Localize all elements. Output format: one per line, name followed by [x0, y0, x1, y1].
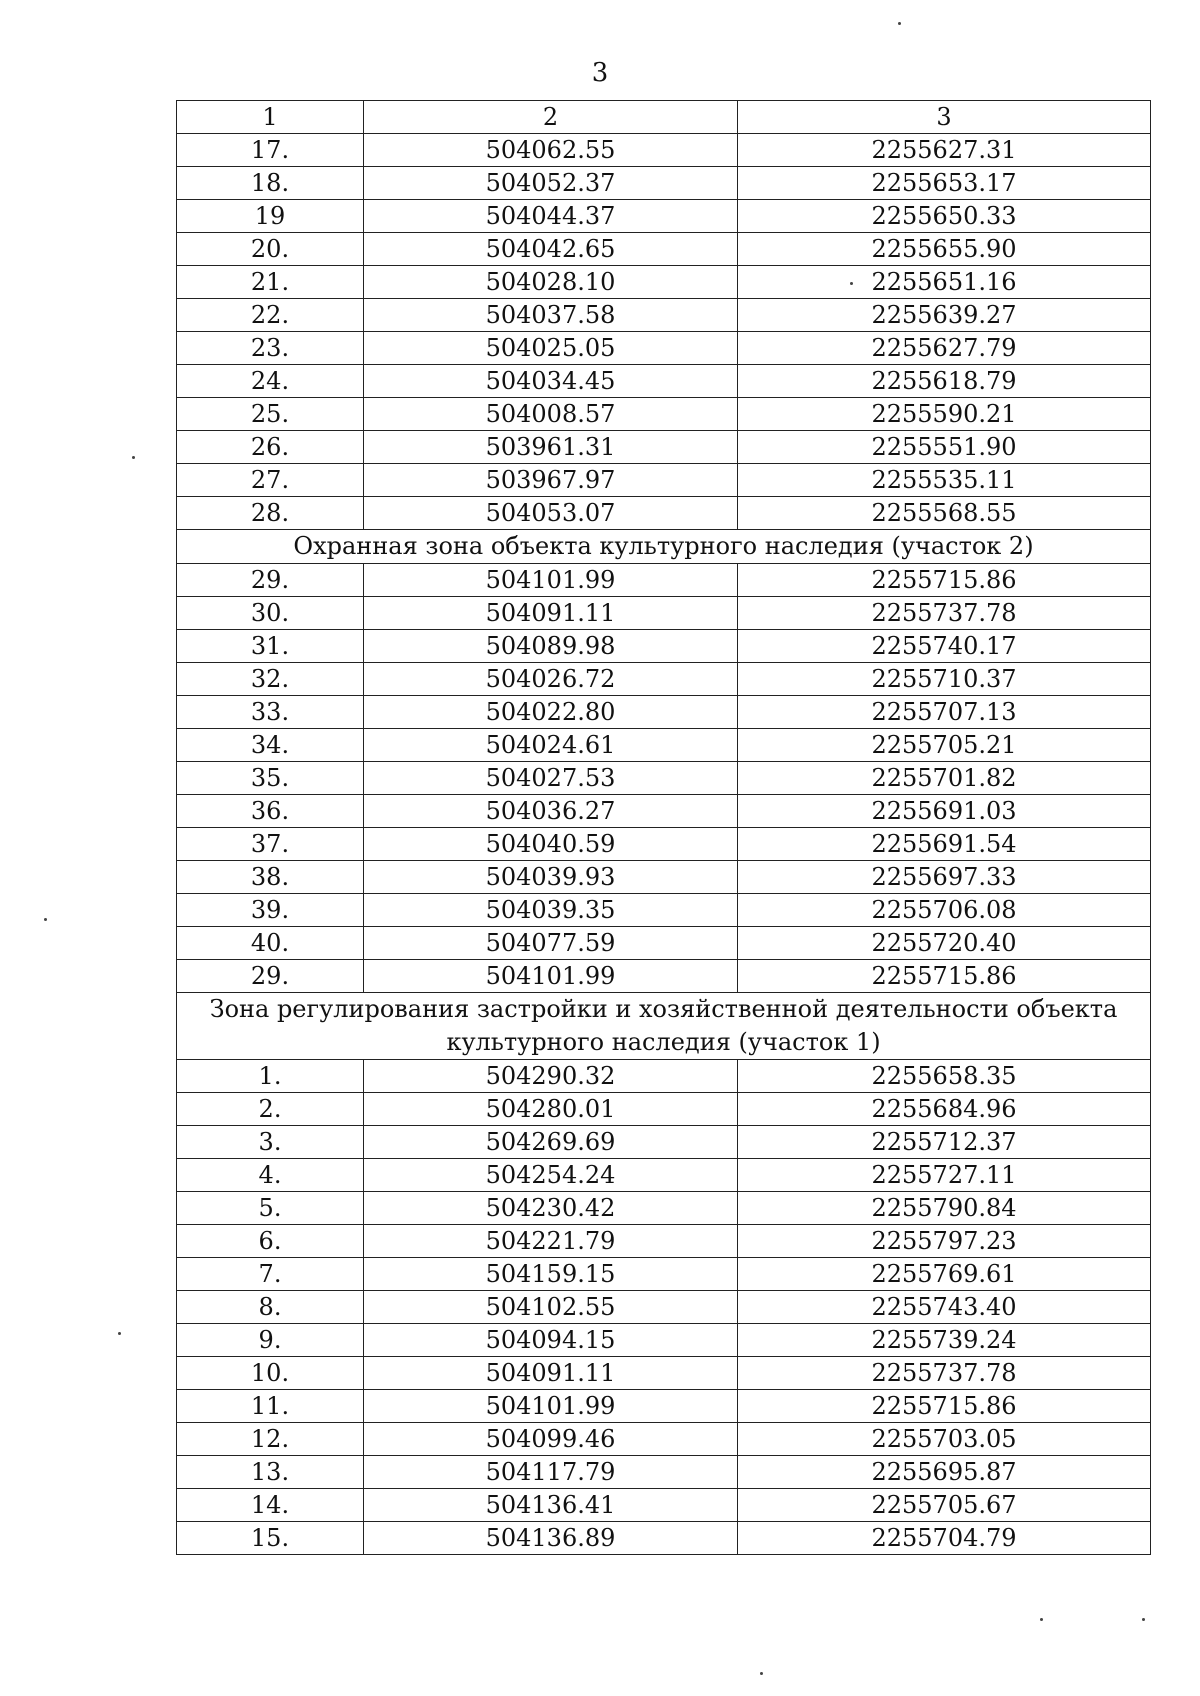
- cell-point-number: 20.: [177, 233, 364, 266]
- table-row: [177, 1324, 1151, 1357]
- cell-x-coordinate: 504159.15: [364, 1258, 738, 1291]
- cell-x-coordinate: 504091.11: [364, 1357, 738, 1390]
- cell-x-coordinate: 504039.93: [364, 861, 738, 894]
- cell-x-coordinate: 504026.72: [364, 663, 738, 696]
- page-number: 3: [591, 58, 609, 88]
- cell-x-coordinate: 504052.37: [364, 167, 738, 200]
- cell-x-coordinate: 503967.97: [364, 464, 738, 497]
- cell-point-number: 31.: [177, 630, 364, 663]
- cell-y-coordinate: 2255715.86: [738, 564, 1151, 597]
- cell-point-number: 23.: [177, 332, 364, 365]
- cell-x-coordinate: 504290.32: [364, 1060, 738, 1093]
- cell-point-number: 32.: [177, 663, 364, 696]
- cell-point-number: 15.: [177, 1522, 364, 1555]
- cell-y-coordinate: 2255727.11: [738, 1159, 1151, 1192]
- cell-y-coordinate: 2255769.61: [738, 1258, 1151, 1291]
- cell-y-coordinate: 2255712.37: [738, 1126, 1151, 1159]
- cell-x-coordinate: 504062.55: [364, 134, 738, 167]
- table-row: [177, 762, 1151, 795]
- cell-x-coordinate: 504101.99: [364, 960, 738, 993]
- cell-point-number: 40.: [177, 927, 364, 960]
- cell-y-coordinate: 2255639.27: [738, 299, 1151, 332]
- cell-x-coordinate: 504280.01: [364, 1093, 738, 1126]
- cell-point-number: 28.: [177, 497, 364, 530]
- cell-y-coordinate: 2255720.40: [738, 927, 1151, 960]
- table-row: [177, 1489, 1151, 1522]
- table-row: [177, 1192, 1151, 1225]
- cell-x-coordinate: 504028.10: [364, 266, 738, 299]
- cell-y-coordinate: 2255684.96: [738, 1093, 1151, 1126]
- cell-y-coordinate: 2255715.86: [738, 960, 1151, 993]
- table-row: [177, 167, 1151, 200]
- table-row: [177, 1522, 1151, 1555]
- cell-x-coordinate: 504091.11: [364, 597, 738, 630]
- table-row: [177, 1060, 1151, 1093]
- table-row: [177, 729, 1151, 762]
- table-row: [177, 1456, 1151, 1489]
- cell-x-coordinate: 504099.46: [364, 1423, 738, 1456]
- cell-y-coordinate: 2255737.78: [738, 597, 1151, 630]
- table-row: [177, 795, 1151, 828]
- cell-y-coordinate: 2255655.90: [738, 233, 1151, 266]
- cell-point-number: 29.: [177, 960, 364, 993]
- cell-point-number: 5.: [177, 1192, 364, 1225]
- cell-point-number: 34.: [177, 729, 364, 762]
- cell-x-coordinate: 504008.57: [364, 398, 738, 431]
- cell-y-coordinate: 2255535.11: [738, 464, 1151, 497]
- cell-y-coordinate: 2255695.87: [738, 1456, 1151, 1489]
- header-cell-point: 1: [177, 101, 364, 134]
- cell-x-coordinate: 504136.41: [364, 1489, 738, 1522]
- scan-speck: [898, 22, 901, 25]
- cell-x-coordinate: 504039.35: [364, 894, 738, 927]
- table-row: [177, 497, 1151, 530]
- table-row: [177, 597, 1151, 630]
- cell-x-coordinate: 504042.65: [364, 233, 738, 266]
- header-cell-x: 2: [364, 101, 738, 134]
- cell-y-coordinate: 2255658.35: [738, 1060, 1151, 1093]
- table-row: [177, 398, 1151, 431]
- cell-y-coordinate: 2255701.82: [738, 762, 1151, 795]
- cell-point-number: 24.: [177, 365, 364, 398]
- cell-y-coordinate: 2255627.79: [738, 332, 1151, 365]
- cell-point-number: 4.: [177, 1159, 364, 1192]
- cell-x-coordinate: 504230.42: [364, 1192, 738, 1225]
- table-row: [177, 1423, 1151, 1456]
- cell-y-coordinate: 2255797.23: [738, 1225, 1151, 1258]
- cell-point-number: 35.: [177, 762, 364, 795]
- scan-speck: [118, 1332, 121, 1335]
- cell-x-coordinate: 504094.15: [364, 1324, 738, 1357]
- table-row: [177, 861, 1151, 894]
- cell-point-number: 37.: [177, 828, 364, 861]
- cell-point-number: 2.: [177, 1093, 364, 1126]
- cell-point-number: 3.: [177, 1126, 364, 1159]
- cell-y-coordinate: 2255740.17: [738, 630, 1151, 663]
- cell-point-number: 9.: [177, 1324, 364, 1357]
- cell-y-coordinate: 2255568.55: [738, 497, 1151, 530]
- table-row: [177, 464, 1151, 497]
- cell-point-number: 38.: [177, 861, 364, 894]
- cell-point-number: 25.: [177, 398, 364, 431]
- cell-point-number: 30.: [177, 597, 364, 630]
- cell-point-number: 19: [177, 200, 364, 233]
- table-row: [177, 630, 1151, 663]
- cell-point-number: 36.: [177, 795, 364, 828]
- scan-speck: [760, 1672, 763, 1675]
- cell-y-coordinate: 2255706.08: [738, 894, 1151, 927]
- table-row: [177, 1291, 1151, 1324]
- table-row: [177, 1126, 1151, 1159]
- cell-x-coordinate: 504037.58: [364, 299, 738, 332]
- cell-y-coordinate: 2255691.03: [738, 795, 1151, 828]
- cell-y-coordinate: 2255653.17: [738, 167, 1151, 200]
- cell-y-coordinate: 2255790.84: [738, 1192, 1151, 1225]
- cell-x-coordinate: 504024.61: [364, 729, 738, 762]
- table-row: [177, 696, 1151, 729]
- cell-y-coordinate: 2255618.79: [738, 365, 1151, 398]
- cell-x-coordinate: 504254.24: [364, 1159, 738, 1192]
- section-title-row: [177, 993, 1151, 1060]
- cell-point-number: 10.: [177, 1357, 364, 1390]
- cell-x-coordinate: 504221.79: [364, 1225, 738, 1258]
- cell-x-coordinate: 504034.45: [364, 365, 738, 398]
- table-row: [177, 332, 1151, 365]
- cell-y-coordinate: 2255704.79: [738, 1522, 1151, 1555]
- cell-y-coordinate: 2255650.33: [738, 200, 1151, 233]
- table-row: [177, 299, 1151, 332]
- section-title-row: [177, 530, 1151, 564]
- cell-x-coordinate: 504040.59: [364, 828, 738, 861]
- cell-x-coordinate: 504077.59: [364, 927, 738, 960]
- cell-x-coordinate: 504102.55: [364, 1291, 738, 1324]
- table-row: [177, 134, 1151, 167]
- table-row: [177, 266, 1151, 299]
- cell-point-number: 21.: [177, 266, 364, 299]
- cell-x-coordinate: 503961.31: [364, 431, 738, 464]
- cell-point-number: 12.: [177, 1423, 364, 1456]
- table-row: [177, 431, 1151, 464]
- cell-y-coordinate: 2255710.37: [738, 663, 1151, 696]
- section-title: Охранная зона объекта культурного наследия (участок 2): [177, 530, 1151, 564]
- cell-x-coordinate: 504053.07: [364, 497, 738, 530]
- cell-x-coordinate: 504022.80: [364, 696, 738, 729]
- table-row: [177, 1357, 1151, 1390]
- scan-speck: [1040, 1618, 1043, 1621]
- cell-x-coordinate: 504025.05: [364, 332, 738, 365]
- cell-y-coordinate: 2255551.90: [738, 431, 1151, 464]
- cell-y-coordinate: 2255697.33: [738, 861, 1151, 894]
- table-row: [177, 1093, 1151, 1126]
- cell-x-coordinate: 504101.99: [364, 1390, 738, 1423]
- table-row: [177, 200, 1151, 233]
- cell-point-number: 17.: [177, 134, 364, 167]
- scan-speck: [132, 456, 135, 459]
- cell-x-coordinate: 504269.69: [364, 1126, 738, 1159]
- table-row: [177, 1159, 1151, 1192]
- cell-point-number: 8.: [177, 1291, 364, 1324]
- table-row: [177, 663, 1151, 696]
- cell-y-coordinate: 2255627.31: [738, 134, 1151, 167]
- cell-point-number: 1.: [177, 1060, 364, 1093]
- cell-y-coordinate: 2255651.16: [738, 266, 1151, 299]
- header-cell-y: 3: [738, 101, 1151, 134]
- table-row: [177, 1225, 1151, 1258]
- cell-y-coordinate: 2255705.21: [738, 729, 1151, 762]
- cell-x-coordinate: 504117.79: [364, 1456, 738, 1489]
- coordinates-table: [176, 100, 1151, 1555]
- cell-y-coordinate: 2255739.24: [738, 1324, 1151, 1357]
- table-header-row: [177, 101, 1151, 134]
- table-row: [177, 365, 1151, 398]
- cell-point-number: 39.: [177, 894, 364, 927]
- scan-speck: [1142, 1618, 1145, 1621]
- table-row: [177, 233, 1151, 266]
- cell-point-number: 27.: [177, 464, 364, 497]
- cell-x-coordinate: 504044.37: [364, 200, 738, 233]
- cell-y-coordinate: 2255590.21: [738, 398, 1151, 431]
- cell-y-coordinate: 2255691.54: [738, 828, 1151, 861]
- table-row: [177, 927, 1151, 960]
- cell-point-number: 29.: [177, 564, 364, 597]
- cell-point-number: 6.: [177, 1225, 364, 1258]
- coordinates-table-body: [177, 101, 1151, 1555]
- cell-y-coordinate: 2255715.86: [738, 1390, 1151, 1423]
- cell-x-coordinate: 504089.98: [364, 630, 738, 663]
- cell-point-number: 11.: [177, 1390, 364, 1423]
- cell-point-number: 18.: [177, 167, 364, 200]
- table-row: [177, 1390, 1151, 1423]
- section-title: Зона регулирования застройки и хозяйственной деятельности объекта культурного наследия (участок 1): [177, 993, 1151, 1060]
- table-row: [177, 1258, 1151, 1291]
- cell-y-coordinate: 2255705.67: [738, 1489, 1151, 1522]
- scan-speck: [44, 918, 47, 921]
- table-row: [177, 960, 1151, 993]
- table-row: [177, 828, 1151, 861]
- cell-x-coordinate: 504027.53: [364, 762, 738, 795]
- table-row: [177, 564, 1151, 597]
- cell-y-coordinate: 2255743.40: [738, 1291, 1151, 1324]
- cell-x-coordinate: 504136.89: [364, 1522, 738, 1555]
- cell-y-coordinate: 2255703.05: [738, 1423, 1151, 1456]
- cell-point-number: 33.: [177, 696, 364, 729]
- cell-x-coordinate: 504036.27: [364, 795, 738, 828]
- table-row: [177, 894, 1151, 927]
- cell-y-coordinate: 2255737.78: [738, 1357, 1151, 1390]
- cell-y-coordinate: 2255707.13: [738, 696, 1151, 729]
- cell-point-number: 26.: [177, 431, 364, 464]
- cell-point-number: 13.: [177, 1456, 364, 1489]
- scan-speck: [850, 282, 853, 285]
- cell-point-number: 22.: [177, 299, 364, 332]
- cell-x-coordinate: 504101.99: [364, 564, 738, 597]
- cell-point-number: 7.: [177, 1258, 364, 1291]
- cell-point-number: 14.: [177, 1489, 364, 1522]
